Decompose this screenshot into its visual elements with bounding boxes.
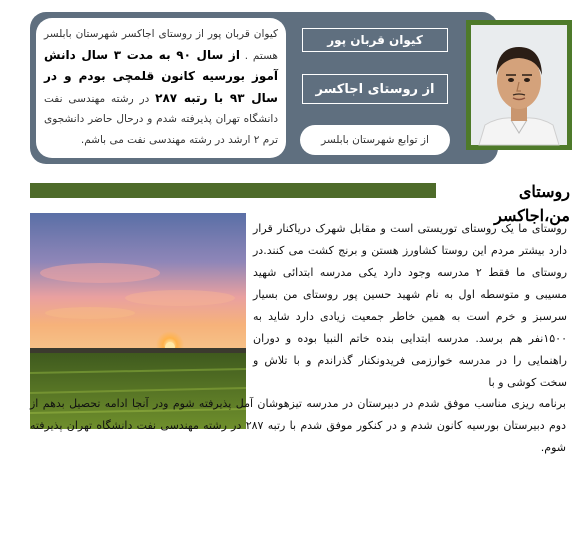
intro-text-end: در رشته مهندسی نفت دانشگاه تهران پذیرفته شدم و درحال حاضر دانشجوی ترم ۲ ارشد در رشته مهندسی نفت می باشم.: [44, 92, 278, 146]
village-description: روستای ما یک روستای توریستی است و مقابل شهرک دریاکنار قرار دارد بیشتر مردم این روستا کشاورز هستن و برنج کشت می کنند.در روستای ما فقط ۲ مدرسه وجود دارد یکی مدرسه ابتدائی شهید مسیبی و متوسطه اول به نام شهید حسین پور روستای من بسیار سرسبز و خرم است به همین خاطر جمعیت زیادی دارد شاید به ۱۵۰۰نفر هم برسد. مدرسه ابتدایی بنده خاتم النبیا بوده و دوران راهنمایی را در مدرسه خوارزمی فریدونکنار گذراندم و با تلاش و سخت کوشی و با: [253, 222, 568, 389]
profile-photo: [471, 25, 567, 145]
section-title: روستای من،اجاکسر: [494, 182, 570, 225]
intro-text-start: کیوان قربان پور از روستای اجاکسر شهرستان بابلسر هستم .: [44, 28, 278, 62]
student-name: کیوان قربان پور: [302, 28, 448, 52]
district-label: از توابع شهرستان بابلسر: [300, 125, 450, 155]
village-label: از روستای اجاکسر: [302, 74, 448, 104]
village-description-continued: برنامه ریزی مناسب موفق شدم در دبیرستان در مدرسه تیزهوشان آمل پذیرفته شوم ودر آنجا ادامه تحصیل بدهم از دوم دبیرستان بورسیه کانون شدم و در کنکور موفق شدم با رتبه ۲۸۷ در رشته مهندسی نفت دانشگاه تهران پذیرفته شوم.: [30, 397, 566, 454]
intro-text-highlight: از سال ۹۰ به مدت ۳ سال دانش آموز بورسیه کانون قلمچی بودم و در سال ۹۳ با رتبه ۲۸۷: [44, 47, 278, 105]
section-title-bar: [30, 183, 436, 198]
intro-text-box: [36, 18, 286, 158]
profile-photo-frame: [466, 20, 572, 150]
